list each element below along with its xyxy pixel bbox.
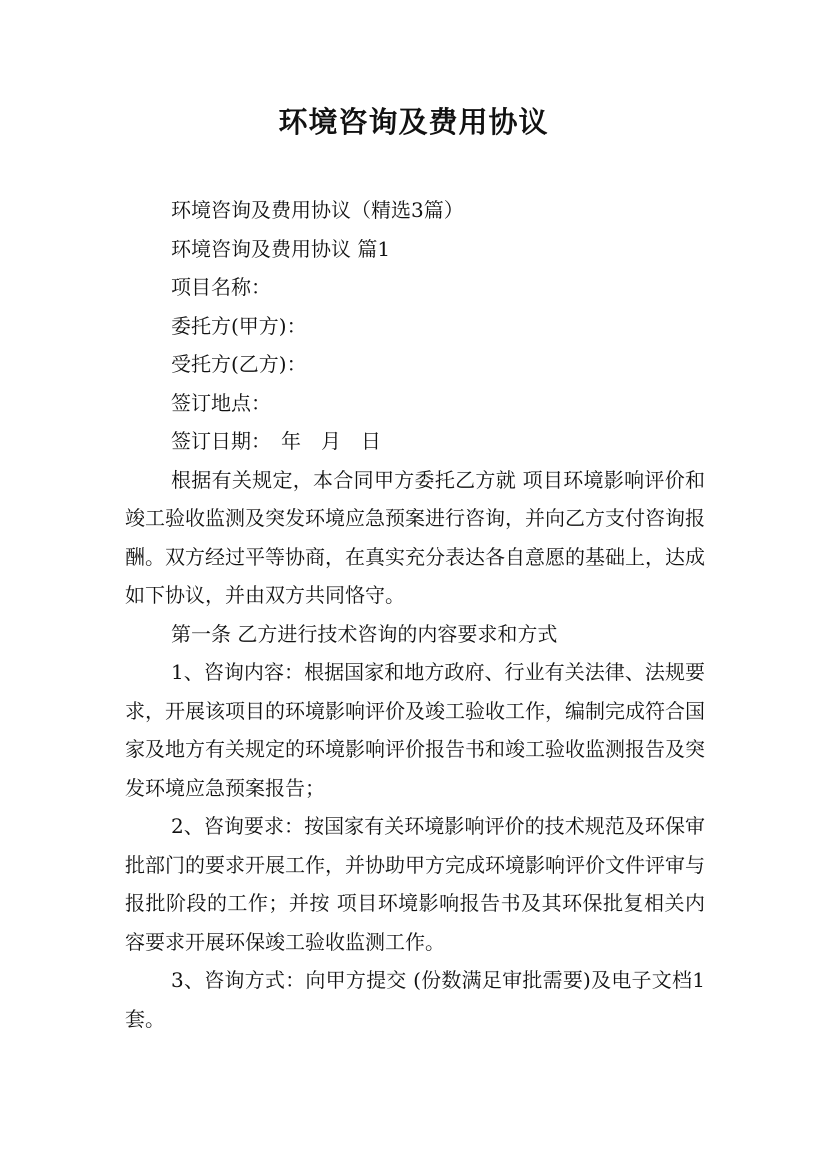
section-heading: 环境咨询及费用协议 篇1: [171, 236, 391, 261]
document-subtitle: 环境咨询及费用协议（精选3篇）: [171, 198, 464, 222]
consulting-method-item: 3、咨询方式：向甲方提交 (份数满足审批需要)及电子文档1套。: [125, 968, 705, 1031]
article-1-heading: 第一条 乙方进行技术咨询的内容要求和方式: [171, 621, 558, 646]
signing-place-field: 签订地点：: [171, 390, 271, 415]
document-title: 环境咨询及费用协议: [278, 105, 549, 139]
contractor-party-field: 受托方(乙方)：: [171, 352, 307, 376]
project-name-field: 项目名称：: [171, 275, 271, 299]
document-body: [125, 191, 705, 1038]
client-party-field: 委托方(甲方)：: [171, 313, 307, 338]
consulting-requirements-item: 2、咨询要求：按国家有关环境影响评价的技术规范及环保审批部门的要求开展工作，并协助甲方完成环境影响评价文件评审与报批阶段的工作；并按 项目环境影响报告书及其环保批复相关内容要求开展环保竣工验收监测工作。: [125, 814, 705, 954]
signing-date-field: 签订日期： 年 月 日: [171, 429, 381, 453]
intro-paragraph: 根据有关规定，本合同甲方委托乙方就 项目环境影响评价和竣工验收监测及突发环境应急预案进行咨询，并向乙方支付咨询报酬。双方经过平等协商，在真实充分表达各自意愿的基础上，达成如下协议，并由双方共同恪守。: [125, 467, 705, 607]
consulting-content-item: 1、咨询内容：根据国家和地方政府、行业有关法律、法规要求，开展该项目的环境影响评价及竣工验收工作，编制完成符合国家及地方有关规定的环境影响评价报告书和竣工验收监测报告及突发环境应急预案报告；: [125, 660, 705, 800]
